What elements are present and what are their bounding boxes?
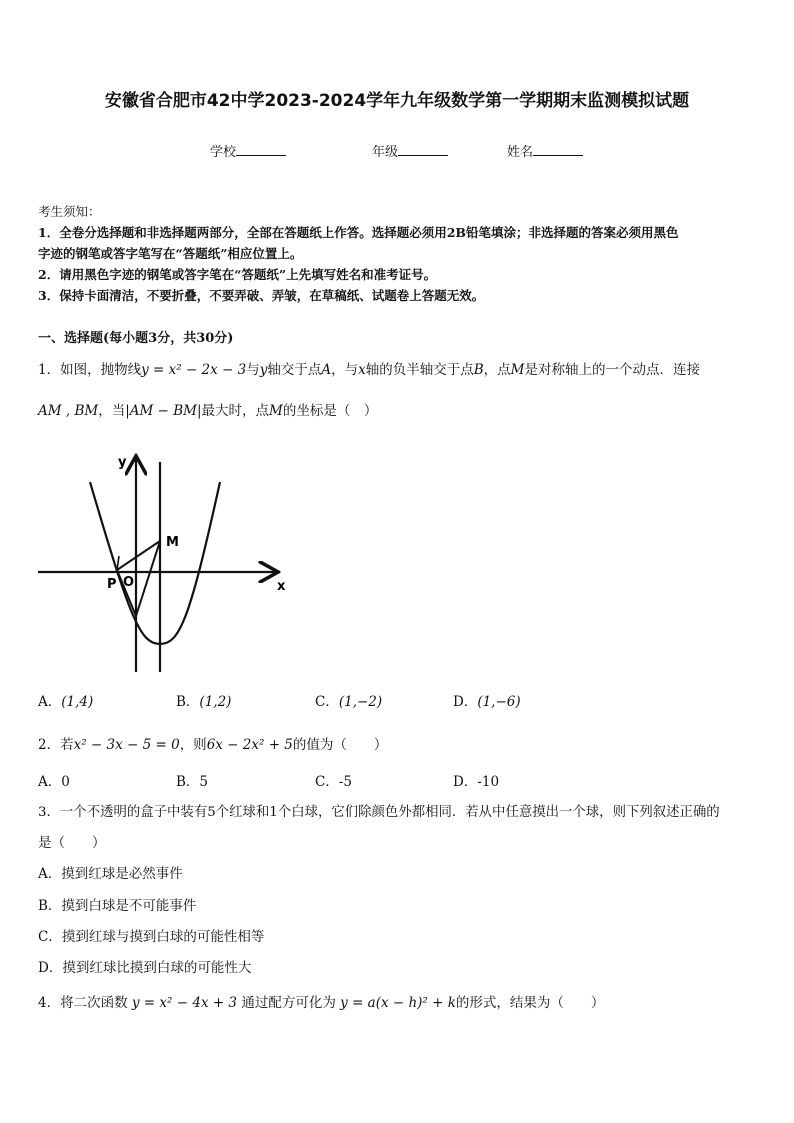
q2-expression: 6x − 2x² + 5 (206, 737, 293, 753)
q4-text: 通过配方可化为 (241, 995, 336, 1011)
q2-text: 2．若 (38, 737, 74, 753)
y-axis-label: y (118, 455, 127, 470)
q4-text: 的形式，结果为（ ） (455, 995, 605, 1011)
q1-var: A (321, 362, 332, 378)
q1-text: 最大时，点 (201, 403, 270, 419)
q2-text: 的值为（ ） (292, 737, 388, 753)
option-value: (1,−6) (477, 694, 521, 710)
name-field[interactable] (507, 141, 583, 160)
q2-text: ，则 (179, 737, 207, 753)
q1-abs-expr: |AM − BM| (125, 403, 202, 419)
q1-text: 轴的负半轴交于点 (365, 362, 474, 378)
option-letter: C． (315, 694, 339, 710)
q3-option-b[interactable]: B．摸到白球是不可能事件 (38, 898, 197, 914)
segment-am (136, 541, 160, 616)
q1-var: B (473, 362, 484, 378)
option-value: (1,4) (61, 694, 94, 710)
q4-vertex-form: y = a(x − h)² + k (340, 995, 456, 1011)
notice-block (38, 201, 758, 306)
origin-label: O (123, 575, 135, 590)
q3-option-d[interactable]: D．摸到红球比摸到白球的可能性大 (38, 960, 252, 976)
q3-option-c[interactable]: C．摸到红球与摸到白球的可能性相等 (38, 929, 265, 945)
name-label: 姓名 (507, 145, 534, 160)
q1-text: ，与 (331, 362, 359, 378)
q1-text: 轴交于点 (267, 362, 322, 378)
option-value: (1,−2) (338, 694, 383, 710)
name-blank[interactable] (533, 143, 583, 156)
q2-option-c[interactable] (315, 770, 352, 790)
option-letter: A． (38, 694, 62, 710)
parabola-curve (90, 482, 220, 644)
question-2 (38, 733, 387, 753)
option-value: (1,2) (199, 694, 232, 710)
q1-parabola-expr: y = x² − 2x − 3 (141, 362, 247, 378)
q1-figure (30, 448, 300, 678)
section-heading: 一、选择题(每小题3分，共30分) (38, 331, 234, 346)
q1-option-d[interactable] (453, 690, 521, 710)
q1-text: 1．如图，抛物线 (38, 362, 142, 378)
notice-head: 考生须知： (38, 204, 101, 219)
q1-var: M (510, 362, 525, 378)
question-4 (38, 991, 604, 1011)
q1-var: y (259, 362, 268, 378)
notice-item: 3．保持卡面清洁，不要折叠，不要弄破、弄皱，在草稿纸、试题卷上答题无效。 (38, 288, 485, 303)
option-value: -5 (338, 774, 352, 790)
option-letter: C． (315, 774, 339, 790)
option-value: 0 (61, 774, 70, 790)
q1-var: x (358, 362, 366, 378)
q1-text: 的坐标是（ ） (282, 403, 378, 419)
grade-label: 年级 (372, 145, 399, 160)
option-letter: B． (176, 774, 200, 790)
q1-var: M (269, 403, 283, 419)
q2-option-d[interactable] (453, 770, 499, 790)
notice-item: 字迹的钢笔或答字笔写在“答题纸”相应位置上。 (38, 246, 303, 261)
option-letter: A． (38, 774, 62, 790)
question-1-line-1 (38, 358, 700, 378)
question-3-line-2: 是（ ） (38, 835, 106, 851)
point-p-label: P (107, 577, 117, 592)
option-value: -10 (477, 774, 500, 790)
q2-option-a[interactable] (38, 770, 70, 790)
grade-blank[interactable] (398, 143, 448, 156)
point-m-label: M (166, 535, 179, 550)
q2-equation: x² − 3x − 5 = 0 (73, 737, 180, 753)
option-letter: D． (453, 774, 478, 790)
q4-expression: y = x² − 4x + 3 (131, 995, 238, 1011)
x-axis-label: x (277, 579, 286, 594)
school-label: 学校 (210, 145, 237, 160)
grade-field[interactable] (372, 141, 448, 160)
notice-item: 2．请用黑色字迹的钢笔或答字笔在“答题纸”上先填写姓名和准考证号。 (38, 267, 437, 282)
q1-text: 与 (246, 362, 260, 378)
q1-text: ，当 (98, 403, 126, 419)
q1-option-a[interactable] (38, 690, 93, 710)
q1-var: AM , BM (38, 403, 99, 419)
q1-text: ，点 (483, 362, 511, 378)
option-value: 5 (199, 774, 209, 790)
question-1-line-2 (38, 399, 377, 419)
q4-text: 4．将二次函数 (38, 995, 128, 1011)
q1-option-b[interactable] (176, 690, 231, 710)
option-letter: D． (453, 694, 478, 710)
q1-option-c[interactable] (315, 690, 382, 710)
q3-option-a[interactable]: A．摸到红球是必然事件 (38, 866, 183, 882)
notice-item: 1．全卷分选择题和非选择题两部分，全部在答题纸上作答。选择题必须用2B铅笔填涂；非选择题的答案必须用黑色 (38, 225, 679, 240)
page-title: 安徽省合肥市42中学2023-2024学年九年级数学第一学期期末监测模拟试题 (104, 91, 690, 111)
school-blank[interactable] (236, 143, 286, 156)
segment-pm (117, 541, 160, 570)
school-field[interactable] (210, 141, 286, 160)
q2-option-b[interactable] (176, 770, 208, 790)
option-letter: B． (176, 694, 200, 710)
question-3-line-1: 3．一个不透明的盒子中装有5个红球和1个白球，它们除颜色外都相同．若从中任意摸出一个球，则下列叙述正确的 (38, 805, 720, 820)
q1-text: 是对称轴上的一个动点．连接 (524, 362, 700, 378)
